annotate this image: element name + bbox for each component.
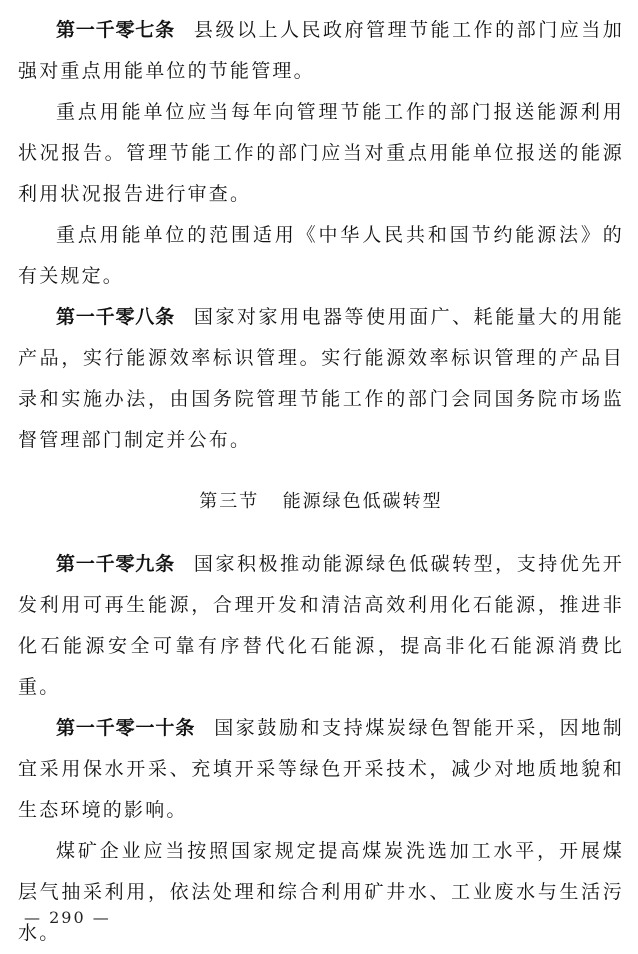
section-title: 能源绿色低碳转型	[282, 491, 443, 512]
article-number: 第一千零七条	[56, 19, 175, 41]
paragraph: 重点用能单位应当每年向管理节能工作的部门报送能源利用状况报告。管理节能工作的部门应当对重点用能单位报送的能源利用状况报告进行审查。	[18, 101, 624, 205]
article-paragraph	[18, 708, 624, 831]
paragraph: 重点用能单位的范围适用《中华人民共和国节约能源法》的有关规定。	[18, 224, 624, 287]
section-heading	[18, 481, 624, 522]
article-paragraph	[18, 544, 624, 708]
document-page	[18, 10, 624, 954]
article-number: 第一千零八条	[56, 306, 175, 328]
paragraph: 煤矿企业应当按照国家规定提高煤炭洗选加工水平，开展煤层气抽采利用，依法处理和综合利用矿井水、工业废水与生活污水。	[18, 840, 624, 944]
paragraph-text: 县级以上人民政府管理节能工作的部门应当加强对重点用能单位的节能管理。	[18, 19, 624, 82]
page-number: — 290 —	[24, 908, 111, 927]
article-paragraph	[18, 297, 624, 461]
paragraph-text: 国家鼓励和支持煤炭绿色智能开采，因地制宜采用保水开采、充填开采等绿色开采技术，减少对地质地貌和生态环境的影响。	[18, 717, 624, 821]
article-paragraph	[18, 10, 624, 92]
article-number: 第一千零九条	[56, 553, 175, 575]
section-number: 第三节	[199, 491, 260, 512]
paragraph-text: 国家积极推动能源绿色低碳转型，支持优先开发利用可再生能源，合理开发和清洁高效利用化石能源，推进非化石能源安全可靠有序替代化石能源，提高非化石能源消费比重。	[18, 553, 624, 698]
paragraph-text: 国家对家用电器等使用面广、耗能量大的用能产品，实行能源效率标识管理。实行能源效率标识管理的产品目录和实施办法，由国务院管理节能工作的部门会同国务院市场监督管理部门制定并公布。	[18, 306, 624, 451]
article-number: 第一千零一十条	[56, 717, 196, 739]
